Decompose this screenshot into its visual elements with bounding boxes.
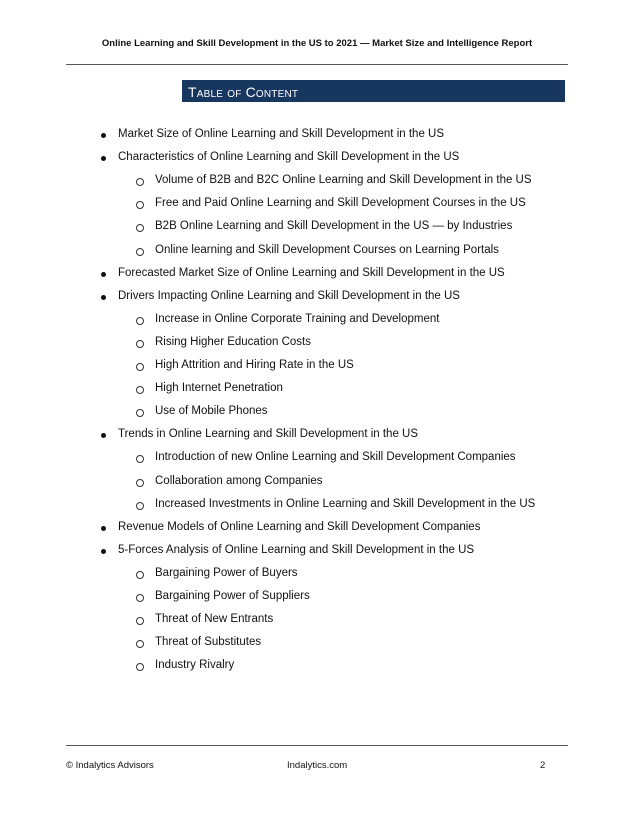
toc-entry bbox=[0, 128, 638, 148]
bullet-icon bbox=[101, 526, 106, 531]
toc-entry bbox=[0, 521, 638, 541]
toc-entry bbox=[0, 267, 638, 287]
hollow-bullet-icon bbox=[136, 224, 144, 232]
toc-subentry bbox=[0, 244, 638, 264]
toc-subentry bbox=[0, 567, 638, 587]
toc-subentry bbox=[0, 197, 638, 217]
toc-entry-text: Free and Paid Online Learning and Skill Development Courses in the US bbox=[155, 197, 526, 209]
toc-entry-text: Threat of Substitutes bbox=[155, 636, 262, 648]
toc-subentry bbox=[0, 336, 638, 356]
hollow-bullet-icon bbox=[136, 663, 144, 671]
hollow-bullet-icon bbox=[136, 455, 144, 463]
toc-entry bbox=[0, 290, 638, 310]
footer-website: Indalytics.com bbox=[287, 760, 348, 771]
header-divider bbox=[66, 64, 568, 65]
toc-title-bar bbox=[182, 80, 565, 102]
hollow-bullet-icon bbox=[136, 617, 144, 625]
toc-subentry bbox=[0, 313, 638, 333]
toc-entry bbox=[0, 544, 638, 564]
toc-entry-text: High Internet Penetration bbox=[155, 382, 283, 394]
page-header-title: Online Learning and Skill Development in the US to 2021 — Market Size and Intelligence Report bbox=[101, 38, 533, 49]
toc-subentry bbox=[0, 475, 638, 495]
toc-subentry bbox=[0, 359, 638, 379]
toc-entry-text: Increased Investments in Online Learning and Skill Development in the US bbox=[155, 498, 536, 510]
toc-entry-text: Increase in Online Corporate Training and Development bbox=[155, 313, 440, 325]
toc-entry-text: Characteristics of Online Learning and Skill Development in the US bbox=[118, 151, 460, 163]
hollow-bullet-icon bbox=[136, 479, 144, 487]
toc-subentry bbox=[0, 405, 638, 425]
hollow-bullet-icon bbox=[136, 317, 144, 325]
toc-entry bbox=[0, 151, 638, 171]
toc-entry-text: Market Size of Online Learning and Skill Development in the US bbox=[118, 128, 445, 140]
toc-title: Table of Content bbox=[188, 84, 299, 100]
bullet-icon bbox=[101, 272, 106, 277]
hollow-bullet-icon bbox=[136, 363, 144, 371]
toc-entry-text: B2B Online Learning and Skill Development in the US — by Industries bbox=[155, 220, 513, 232]
hollow-bullet-icon bbox=[136, 340, 144, 348]
toc-entry-text: Drivers Impacting Online Learning and Skill Development in the US bbox=[118, 290, 460, 302]
toc-subentry bbox=[0, 220, 638, 240]
toc-subentry bbox=[0, 498, 638, 518]
hollow-bullet-icon bbox=[136, 178, 144, 186]
toc-entry-text: Volume of B2B and B2C Online Learning and Skill Development in the US bbox=[155, 174, 532, 186]
toc-entry bbox=[0, 428, 638, 448]
toc-entry-text: Forecasted Market Size of Online Learning and Skill Development in the US bbox=[118, 267, 505, 279]
toc-entry-text: Online learning and Skill Development Courses on Learning Portals bbox=[155, 244, 499, 256]
footer-copyright: © Indalytics Advisors bbox=[66, 760, 154, 771]
toc-entry-text: Use of Mobile Phones bbox=[155, 405, 268, 417]
hollow-bullet-icon bbox=[136, 502, 144, 510]
toc-entry-text: 5-Forces Analysis of Online Learning and Skill Development in the US bbox=[118, 544, 475, 556]
bullet-icon bbox=[101, 133, 106, 138]
toc-entry-text: Revenue Models of Online Learning and Skill Development Companies bbox=[118, 521, 481, 533]
toc-entry-text: Threat of New Entrants bbox=[155, 613, 274, 625]
toc-subentry bbox=[0, 613, 638, 633]
page-number: 2 bbox=[540, 760, 546, 771]
bullet-icon bbox=[101, 295, 106, 300]
hollow-bullet-icon bbox=[136, 201, 144, 209]
toc-subentry bbox=[0, 451, 638, 471]
hollow-bullet-icon bbox=[136, 640, 144, 648]
toc-entry-text: Introduction of new Online Learning and Skill Development Companies bbox=[155, 451, 516, 463]
toc-entry-text: Bargaining Power of Suppliers bbox=[155, 590, 310, 602]
bullet-icon bbox=[101, 549, 106, 554]
footer-divider bbox=[66, 745, 568, 746]
hollow-bullet-icon bbox=[136, 594, 144, 602]
toc-subentry bbox=[0, 382, 638, 402]
toc-entry-text: Rising Higher Education Costs bbox=[155, 336, 311, 348]
toc-entry-text: Industry Rivalry bbox=[155, 659, 235, 671]
bullet-icon bbox=[101, 433, 106, 438]
bullet-icon bbox=[101, 156, 106, 161]
toc-entry-text: Trends in Online Learning and Skill Development in the US bbox=[118, 428, 419, 440]
toc-entry-text: High Attrition and Hiring Rate in the US bbox=[155, 359, 354, 371]
hollow-bullet-icon bbox=[136, 248, 144, 256]
hollow-bullet-icon bbox=[136, 409, 144, 417]
toc-subentry bbox=[0, 659, 638, 679]
toc-entry-text: Collaboration among Companies bbox=[155, 475, 323, 487]
hollow-bullet-icon bbox=[136, 386, 144, 394]
toc-subentry bbox=[0, 636, 638, 656]
toc-subentry bbox=[0, 590, 638, 610]
toc-entry-text: Bargaining Power of Buyers bbox=[155, 567, 298, 579]
hollow-bullet-icon bbox=[136, 571, 144, 579]
toc-subentry bbox=[0, 174, 638, 194]
